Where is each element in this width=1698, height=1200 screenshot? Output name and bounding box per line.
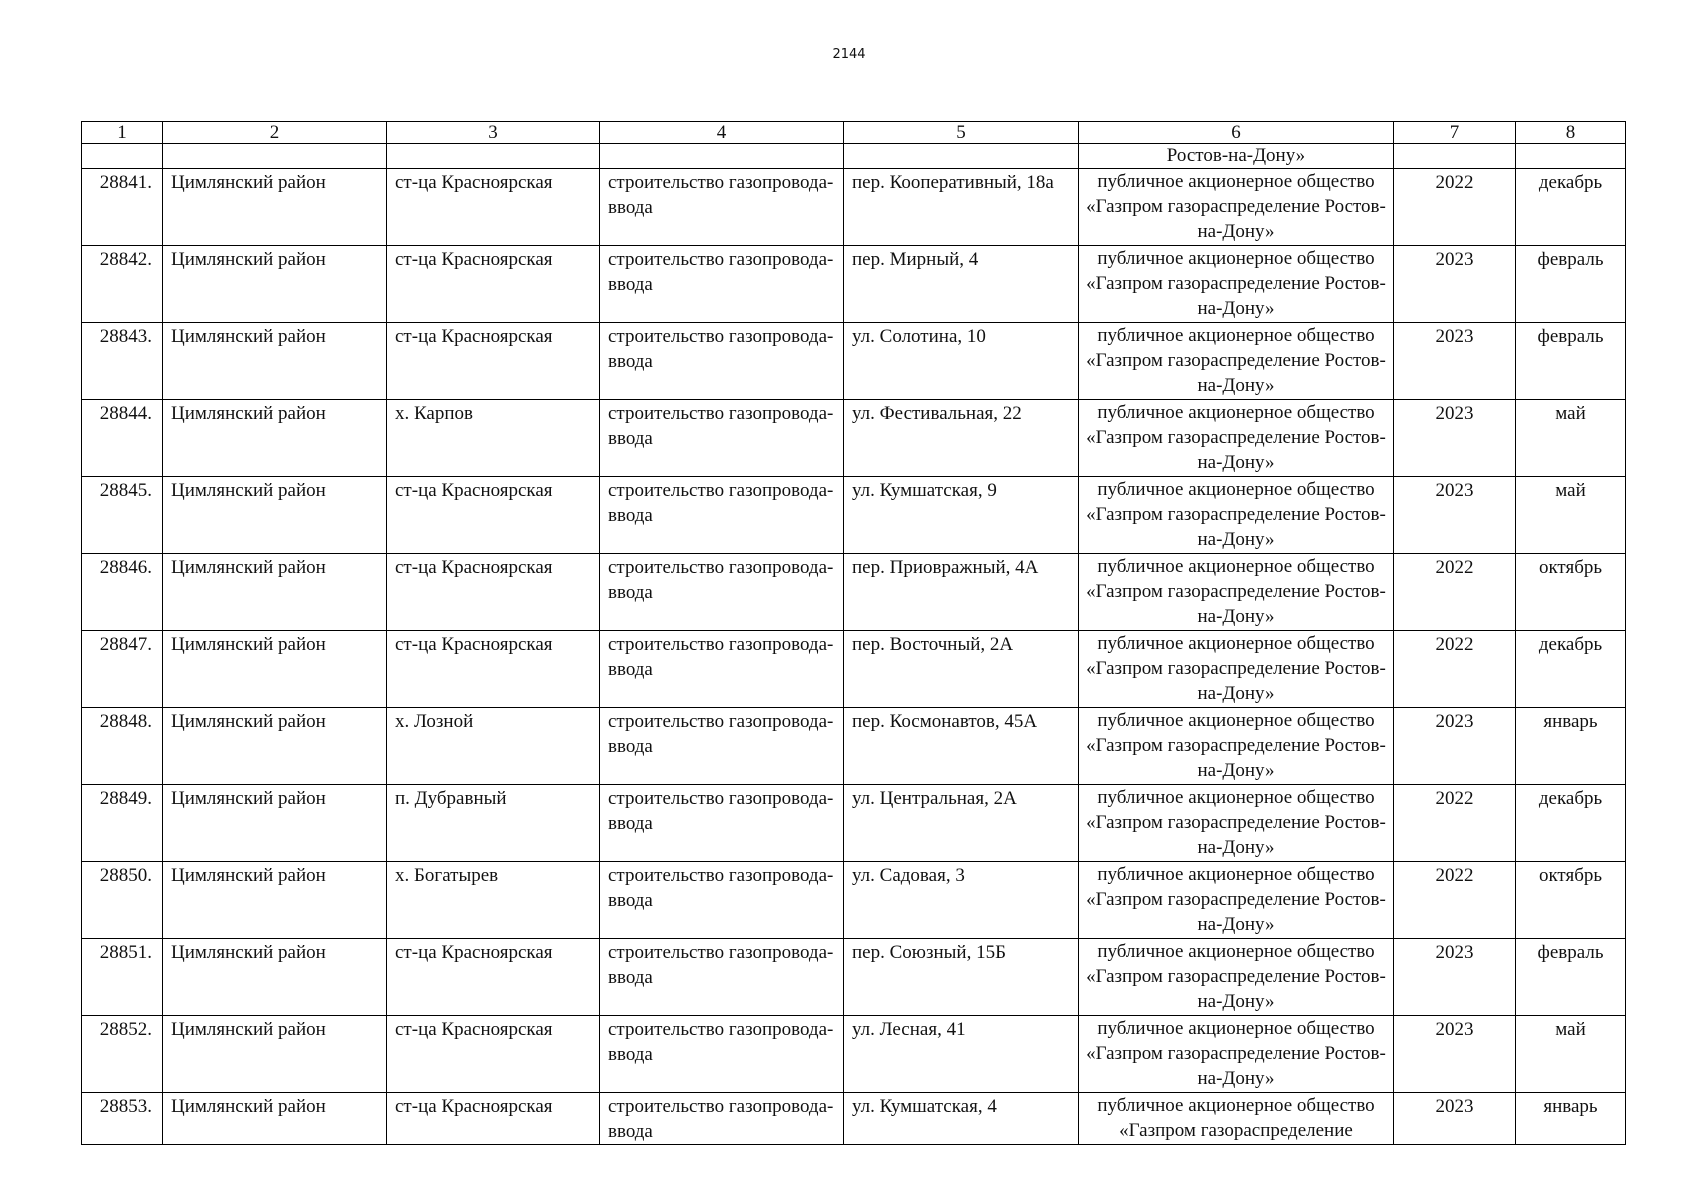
- owner-cell: публичное акционерное общество «Газпром газораспределение Ростов-на-Дону»: [1079, 708, 1394, 785]
- work-type-cell: строительство газопровода-ввода: [600, 400, 844, 477]
- locality-cell: х. Карпов: [387, 400, 600, 477]
- row-number-cell: 28846.: [82, 554, 163, 631]
- column-number: 5: [844, 122, 1079, 144]
- table-row: [82, 862, 1626, 939]
- page-number: 2144: [832, 47, 866, 62]
- table-row: [82, 939, 1626, 1016]
- owner-cell: публичное акционерное общество «Газпром газораспределение Ростов-на-Дону»: [1079, 1016, 1394, 1093]
- empty-cell: [600, 144, 844, 169]
- column-number: 2: [163, 122, 387, 144]
- month-cell: февраль: [1516, 323, 1626, 400]
- year-cell: 2022: [1394, 631, 1516, 708]
- work-type-cell: строительство газопровода-ввода: [600, 939, 844, 1016]
- table-row: [82, 323, 1626, 400]
- year-cell: 2023: [1394, 400, 1516, 477]
- owner-cell: публичное акционерное общество «Газпром газораспределение Ростов-на-Дону»: [1079, 246, 1394, 323]
- address-cell: пер. Союзный, 15Б: [844, 939, 1079, 1016]
- work-type-cell: строительство газопровода-ввода: [600, 631, 844, 708]
- column-number: 8: [1516, 122, 1626, 144]
- locality-cell: ст-ца Красноярская: [387, 323, 600, 400]
- table-row: [82, 400, 1626, 477]
- locality-cell: п. Дубравный: [387, 785, 600, 862]
- owner-cell: публичное акционерное общество «Газпром газораспределение Ростов-на-Дону»: [1079, 862, 1394, 939]
- row-number-cell: 28844.: [82, 400, 163, 477]
- row-number-cell: 28841.: [82, 169, 163, 246]
- row-number-cell: 28847.: [82, 631, 163, 708]
- locality-cell: ст-ца Красноярская: [387, 246, 600, 323]
- work-type-cell: строительство газопровода-ввода: [600, 1093, 844, 1145]
- year-cell: 2022: [1394, 554, 1516, 631]
- year-cell: 2023: [1394, 708, 1516, 785]
- address-cell: пер. Космонавтов, 45А: [844, 708, 1079, 785]
- table-row: [82, 554, 1626, 631]
- row-number-cell: 28848.: [82, 708, 163, 785]
- year-cell: 2023: [1394, 1093, 1516, 1145]
- district-cell: Цимлянский район: [163, 785, 387, 862]
- row-number-cell: 28845.: [82, 477, 163, 554]
- owner-cell: публичное акционерное общество «Газпром газораспределение Ростов-на-Дону»: [1079, 323, 1394, 400]
- locality-cell: ст-ца Красноярская: [387, 554, 600, 631]
- year-cell: 2023: [1394, 1016, 1516, 1093]
- table-row: [82, 169, 1626, 246]
- district-cell: Цимлянский район: [163, 323, 387, 400]
- owner-cell: Ростов-на-Дону»: [1079, 144, 1394, 169]
- table-row: [82, 708, 1626, 785]
- year-cell: 2023: [1394, 323, 1516, 400]
- owner-cell: публичное акционерное общество «Газпром газораспределение Ростов-на-Дону»: [1079, 169, 1394, 246]
- owner-cell: публичное акционерное общество «Газпром газораспределение Ростов-на-Дону»: [1079, 477, 1394, 554]
- address-cell: пер. Мирный, 4: [844, 246, 1079, 323]
- address-cell: ул. Кумшатская, 4: [844, 1093, 1079, 1145]
- row-number-cell: 28852.: [82, 1016, 163, 1093]
- owner-cell: публичное акционерное общество «Газпром газораспределение Ростов-на-Дону»: [1079, 785, 1394, 862]
- district-cell: Цимлянский район: [163, 246, 387, 323]
- work-type-cell: строительство газопровода-ввода: [600, 708, 844, 785]
- table-row: [82, 246, 1626, 323]
- address-cell: пер. Приовражный, 4А: [844, 554, 1079, 631]
- column-number: 3: [387, 122, 600, 144]
- work-type-cell: строительство газопровода-ввода: [600, 554, 844, 631]
- month-cell: май: [1516, 400, 1626, 477]
- month-cell: май: [1516, 477, 1626, 554]
- address-cell: ул. Фестивальная, 22: [844, 400, 1079, 477]
- locality-cell: х. Лозной: [387, 708, 600, 785]
- address-cell: пер. Восточный, 2А: [844, 631, 1079, 708]
- table-body: [82, 122, 1626, 1145]
- month-cell: октябрь: [1516, 862, 1626, 939]
- work-type-cell: строительство газопровода-ввода: [600, 1016, 844, 1093]
- address-cell: ул. Садовая, 3: [844, 862, 1079, 939]
- address-cell: ул. Солотина, 10: [844, 323, 1079, 400]
- work-type-cell: строительство газопровода-ввода: [600, 862, 844, 939]
- year-cell: 2022: [1394, 785, 1516, 862]
- district-cell: Цимлянский район: [163, 862, 387, 939]
- owner-cell: публичное акционерное общество «Газпром газораспределение: [1079, 1093, 1394, 1145]
- column-number-row: [82, 122, 1626, 144]
- district-cell: Цимлянский район: [163, 1016, 387, 1093]
- row-number-cell: 28842.: [82, 246, 163, 323]
- year-cell: 2023: [1394, 477, 1516, 554]
- row-number-cell: 28851.: [82, 939, 163, 1016]
- month-cell: декабрь: [1516, 785, 1626, 862]
- district-cell: Цимлянский район: [163, 631, 387, 708]
- year-cell: 2023: [1394, 939, 1516, 1016]
- year-cell: 2022: [1394, 862, 1516, 939]
- owner-cell: публичное акционерное общество «Газпром газораспределение Ростов-на-Дону»: [1079, 554, 1394, 631]
- table-row: [82, 785, 1626, 862]
- address-cell: ул. Лесная, 41: [844, 1016, 1079, 1093]
- district-cell: Цимлянский район: [163, 554, 387, 631]
- owner-cell: публичное акционерное общество «Газпром газораспределение Ростов-на-Дону»: [1079, 400, 1394, 477]
- month-cell: январь: [1516, 1093, 1626, 1145]
- address-cell: ул. Центральная, 2А: [844, 785, 1079, 862]
- month-cell: май: [1516, 1016, 1626, 1093]
- row-number-cell: 28843.: [82, 323, 163, 400]
- month-cell: декабрь: [1516, 631, 1626, 708]
- work-type-cell: строительство газопровода-ввода: [600, 169, 844, 246]
- column-number: 4: [600, 122, 844, 144]
- owner-cell: публичное акционерное общество «Газпром газораспределение Ростов-на-Дону»: [1079, 939, 1394, 1016]
- month-cell: январь: [1516, 708, 1626, 785]
- month-cell: февраль: [1516, 246, 1626, 323]
- empty-cell: [1516, 144, 1626, 169]
- table-row: [82, 631, 1626, 708]
- work-type-cell: строительство газопровода-ввода: [600, 323, 844, 400]
- district-cell: Цимлянский район: [163, 708, 387, 785]
- locality-cell: ст-ца Красноярская: [387, 1093, 600, 1145]
- month-cell: октябрь: [1516, 554, 1626, 631]
- empty-cell: [1394, 144, 1516, 169]
- address-cell: ул. Кумшатская, 9: [844, 477, 1079, 554]
- district-cell: Цимлянский район: [163, 400, 387, 477]
- table-row: [82, 477, 1626, 554]
- work-type-cell: строительство газопровода-ввода: [600, 785, 844, 862]
- district-cell: Цимлянский район: [163, 477, 387, 554]
- register-table: [81, 121, 1626, 1145]
- empty-cell: [387, 144, 600, 169]
- district-cell: Цимлянский район: [163, 939, 387, 1016]
- column-number: 1: [82, 122, 163, 144]
- empty-cell: [82, 144, 163, 169]
- district-cell: Цимлянский район: [163, 1093, 387, 1145]
- locality-cell: ст-ца Красноярская: [387, 169, 600, 246]
- owner-cell: публичное акционерное общество «Газпром газораспределение Ростов-на-Дону»: [1079, 631, 1394, 708]
- column-number: 6: [1079, 122, 1394, 144]
- empty-cell: [844, 144, 1079, 169]
- locality-cell: ст-ца Красноярская: [387, 1016, 600, 1093]
- locality-cell: х. Богатырев: [387, 862, 600, 939]
- locality-cell: ст-ца Красноярская: [387, 631, 600, 708]
- table-row: [82, 1016, 1626, 1093]
- district-cell: Цимлянский район: [163, 169, 387, 246]
- year-cell: 2022: [1394, 169, 1516, 246]
- year-cell: 2023: [1394, 246, 1516, 323]
- table-row: [82, 1093, 1626, 1145]
- row-number-cell: 28850.: [82, 862, 163, 939]
- empty-cell: [163, 144, 387, 169]
- column-number: 7: [1394, 122, 1516, 144]
- locality-cell: ст-ца Красноярская: [387, 477, 600, 554]
- address-cell: пер. Кооперативный, 18а: [844, 169, 1079, 246]
- row-number-cell: 28853.: [82, 1093, 163, 1145]
- row-number-cell: 28849.: [82, 785, 163, 862]
- work-type-cell: строительство газопровода-ввода: [600, 246, 844, 323]
- continuation-row: [82, 144, 1626, 169]
- locality-cell: ст-ца Красноярская: [387, 939, 600, 1016]
- month-cell: февраль: [1516, 939, 1626, 1016]
- work-type-cell: строительство газопровода-ввода: [600, 477, 844, 554]
- month-cell: декабрь: [1516, 169, 1626, 246]
